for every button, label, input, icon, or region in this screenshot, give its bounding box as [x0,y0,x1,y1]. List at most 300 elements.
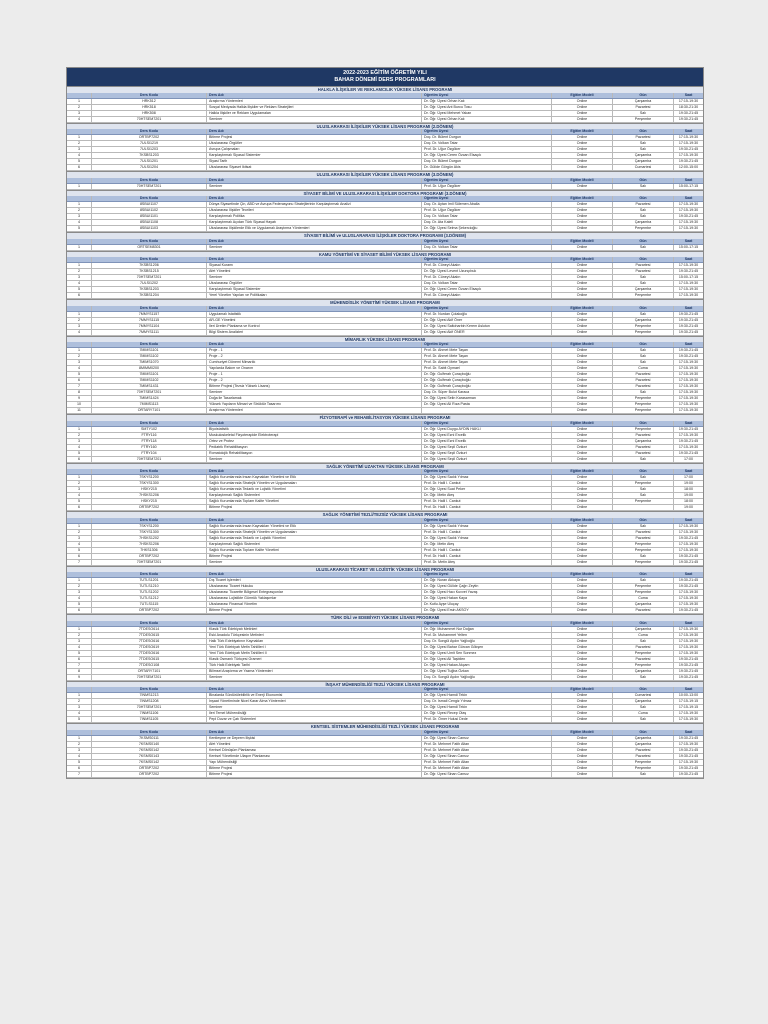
cell-day: Pazartesi [613,432,674,438]
column-header-day: Gün [613,129,674,135]
cell-course-code: 7MIMS1424 [92,396,207,402]
cell-course-name: İnşaat Yönetiminde Nicel Karar Alma Yöntemleri [207,699,422,705]
column-header-day: Gün [613,572,674,578]
cell-course-name: Sağlık Kurumlarında Toplam Kalite Yönetimi [207,499,422,505]
cell-day: Cuma [613,596,674,602]
cell-course-name: Araştırma Yöntemleri [207,98,422,104]
cell-course-code: 7TDESO616 [92,650,207,656]
cell-instructor: Doç. Dr. Volkan Tatar [422,244,552,250]
cell-row-number: 4 [67,329,92,335]
program-section [67,171,703,190]
cell-day: Perşembe [613,481,674,487]
cell-instructor: Dr. Öğr. Üyesi Hakan Akçam [422,662,552,668]
cell-day: Salı [613,493,674,499]
cell-instructor: Dr. Öğr. Üyesi Ceren Özcan Elsaçık [422,153,552,159]
cell-time: 17:15-19:30 [674,711,704,717]
cell-row-number: 8 [67,390,92,396]
cell-course-code: 7MIMS1113 [92,402,207,408]
cell-course-name: Uygulamalı İstatistik [207,311,422,317]
cell-day: Salı [613,771,674,777]
cell-row-number: 1 [67,626,92,632]
cell-course-name: Sağlık Kurumlarında İnsan Kaynakları Yönetimi ve Etik [207,523,422,529]
cell-time: 17:15-19:30 [674,220,704,226]
cell-course-name: Bitirme Projesi [207,608,422,614]
cell-instructor: Dr. Öğr. Üyesi Duygu AYDIN HAKLI [422,426,552,432]
cell-course-name: Bitirme Projesi [207,771,422,777]
cell-day: Salı [613,523,674,529]
cell-day: Perşembe [613,402,674,408]
cell-time: 17:15-19:30 [674,741,704,747]
cell-time: 19:30-21:45 [674,438,704,444]
cell-education-model: Online [552,396,613,402]
cell-education-model: Online [552,110,613,116]
cell-day: Perşembe [613,590,674,596]
cell-time: 17:00 [674,456,704,462]
cell-row-number: 3 [67,438,92,444]
cell-instructor: Prof. Dr. Halil İ. Cankut [422,499,552,505]
cell-course-code: 70HTSEM7201 [92,674,207,680]
cell-day: Perşembe [613,323,674,329]
cell-education-model: Online [552,432,613,438]
column-header-time: Saat [674,572,704,578]
cell-day: Perşembe [613,426,674,432]
cell-time: 12:00-15:00 [674,165,704,171]
cell-instructor: Prof. Dr. Ahmet Mete Taşan [422,348,552,354]
cell-day: Salı [613,390,674,396]
cell-education-model: Online [552,590,613,596]
cell-course-code: FTRY116 [92,432,207,438]
cell-education-model: Online [552,475,613,481]
column-header-time: Saat [674,257,704,263]
cell-education-model: Online [552,626,613,632]
column-header-course-name: Ders Adı [207,178,422,184]
cell-time: 19:30-21:45 [674,747,704,753]
cell-day: Perşembe [613,329,674,335]
cell-education-model: Online [552,275,613,281]
cell-course-code: FTRY160 [92,444,207,450]
cell-day: Pazartesi [613,384,674,390]
cell-row-number: 4 [67,220,92,226]
cell-row-number: 1 [67,263,92,269]
cell-course-name: Biyoistatistik [207,426,422,432]
cell-day: Salı [613,553,674,559]
course-table [67,239,703,251]
column-header-course-code: Ders Kodu [92,730,207,736]
cell-course-code: 70HTSEM7201 [92,559,207,565]
cell-day: Salı [613,674,674,680]
cell-instructor: Doç. Dr. Aytan İmil Sülemen Aballa [422,202,552,208]
cell-course-code: 7MMYS1104 [92,323,207,329]
column-header-instructor: Öğretim Üyesi [422,306,552,312]
cell-instructor: Prof. Dr. Muhammet Yelten [422,632,552,638]
cell-course-name: Proje - 1 [207,348,422,354]
cell-course-code: 8SBUI1102 [92,208,207,214]
cell-row-number: 3 [67,110,92,116]
cell-row-number: 4 [67,366,92,372]
column-header-course-code: Ders Kodu [92,129,207,135]
cell-course-code: 8SBUI1108 [92,220,207,226]
cell-course-name: Bitirme Projesi [207,505,422,511]
cell-row-number: 2 [67,699,92,705]
cell-course-code: ORTBP7202 [92,553,207,559]
cell-time: 17:15-19:30 [674,602,704,608]
cell-instructor: Dr. Öğr. Üyesi Selin Karasarman [422,396,552,402]
cell-time: 17:15-19:30 [674,644,704,650]
cell-course-code: 7SKYS1200 [92,523,207,529]
cell-instructor: Doç. Dr. Süper Bulut Karaca [422,390,552,396]
cell-course-name: Ortez ve Protez [207,438,422,444]
cell-time: 17:15-19:30 [674,759,704,765]
column-header-instructor: Öğretim Üyesi [422,93,552,99]
cell-row-number: 1 [67,135,92,141]
column-header-course-code: Ders Kodu [92,257,207,263]
cell-course-name: Karşılaştırmalı Açıdan Türk Siyasal Hayatı [207,220,422,226]
cell-course-name: Halkla İlişkiler ve Reklam Uygulamaları [207,110,422,116]
cell-time: 17:15-19:30 [674,208,704,214]
cell-education-model: Online [552,487,613,493]
cell-row-number: 5 [67,650,92,656]
cell-row-number: 3 [67,275,92,281]
cell-day: Perşembe [613,408,674,414]
cell-row-number: 1 [67,578,92,584]
program-title: KENTSEL SİSTEMLER MÜHENDİSLİĞİ TEZLİ YÜKSEK LİSANS PROGRAMI [67,723,703,730]
cell-course-name: Avrupa Çalışmaları [207,147,422,153]
cell-course-code: SMTY102 [92,426,207,432]
cell-education-model: Online [552,741,613,747]
cell-course-name: Dünya Siyasetinde Çin, ABD ve Avrupa Federasyonu Stratejilerinin Karşılaştırmalı Analizi [207,202,422,208]
cell-course-name: Binalarda Sürdürülebilirlik ve Enerji Ekonomisi [207,693,422,699]
column-header-time: Saat [674,196,704,202]
cell-day: Pazartesi [613,263,674,269]
cell-instructor: Dr. Öğr. Üyesi Ali Taşbilen [422,656,552,662]
cell-education-model: Online [552,153,613,159]
cell-day: Salı [613,275,674,281]
cell-course-name: Proje - 2 [207,354,422,360]
cell-education-model: Online [552,656,613,662]
cell-education-model: Online [552,632,613,638]
document-title-term: BAHAR DÖNEMİ DERS PROGRAMLARI [334,77,436,83]
cell-course-code: 7UTLS1210 [92,584,207,590]
cell-instructor: Dr. Öğr. Muhammet Nur Doğan [422,626,552,632]
cell-course-code: 7MIMS1431 [92,384,207,390]
column-header-instructor: Öğretim Üyesi [422,572,552,578]
column-header-education-model: Eğitim Modeli [552,239,613,245]
cell-day: Salı [613,638,674,644]
cell-time: 17:15-19:30 [674,626,704,632]
cell-row-number: 5 [67,717,92,723]
cell-row-number: 1 [67,202,92,208]
cell-course-name: Karşılaştırmalı Sağlık Sistemleri [207,541,422,547]
cell-row-number: 4 [67,596,92,602]
cell-education-model: Online [552,541,613,547]
cell-day: Pazartesi [613,535,674,541]
cell-row-number: 1 [67,98,92,104]
cell-education-model: Online [552,360,613,366]
cell-time: 17:15-19:30 [674,638,704,644]
cell-education-model: Online [552,638,613,644]
cell-course-code: 8MIMM0200 [92,366,207,372]
column-header-day: Gün [613,730,674,736]
cell-time: 19:30-21:45 [674,608,704,614]
cell-instructor: Prof. Dr. Mehmet Fatih Altan [422,759,552,765]
table-row [67,505,703,511]
column-header-day: Gün [613,469,674,475]
cell-course-code: 70HTSEM7201 [92,456,207,462]
cell-row-number: 5 [67,499,92,505]
cell-row-number: 6 [67,505,92,511]
cell-row-number: 4 [67,444,92,450]
cell-course-code: ORTSEM8301 [92,244,207,250]
cell-instructor: Doç. Dr. Songül Aydın Yağlıoğlu [422,674,552,680]
cell-course-name: Uluslararası Lojistikte Gümrük Yaklaşımlar [207,596,422,602]
cell-instructor: Dr. Öğr. Üyesi Sinan Cansız [422,771,552,777]
cell-instructor: Dr. Öğr. Üyesi Sinan Cansız [422,735,552,741]
cell-education-model: Online [552,717,613,723]
cell-course-code: 7ULSI1219 [92,141,207,147]
cell-course-name: Afet Yönetimi [207,269,422,275]
cell-course-name: Türk Halk Edebiyatı Tarihi [207,662,422,668]
cell-course-code: 7ULSI1203 [92,147,207,153]
column-header-course-code: Ders Kodu [92,421,207,427]
cell-course-code: 70HTSEM7201 [92,705,207,711]
cell-instructor: Prof. Dr. Halil İ. Cankut [422,547,552,553]
cell-education-model: Online [552,650,613,656]
cell-day: Cumartesi [613,693,674,699]
cell-day: Perşembe [613,396,674,402]
column-header-day: Gün [613,239,674,245]
cell-instructor: Dr. Öğr. Üyesi Selma Şekercioğlu [422,226,552,232]
cell-day: Pazartesi [613,608,674,614]
column-header-course-name: Ders Adı [207,518,422,524]
cell-day: Çarşamba [613,317,674,323]
column-header-instructor: Öğretim Üyesi [422,178,552,184]
cell-day: Salı [613,281,674,287]
cell-instructor: Dr. Öğr. Üyesi Ezni Ercelik [422,438,552,444]
cell-course-code: 7HKS1306 [92,547,207,553]
column-header-day: Gün [613,687,674,693]
cell-course-name: Klasik Türk Edebiyatı Metinleri [207,626,422,632]
column-header-course-name: Ders Adı [207,730,422,736]
cell-row-number: 2 [67,269,92,275]
cell-education-model: Online [552,135,613,141]
cell-course-code: HRK512 [92,98,207,104]
course-table [67,306,703,336]
cell-instructor: Dr. Öğr. Üyesi Tuğba Özkan [422,668,552,674]
course-table [67,342,703,414]
cell-course-code: ORTBP7202 [92,771,207,777]
program-title: SİYASET BİLİMİ ve ULUSLARARASI İLİŞKİLER DOKTORA PROGRAMI (3.DÖNEM) [67,232,703,239]
cell-education-model: Online [552,426,613,432]
cell-time: 15:00-17:15 [674,183,704,189]
cell-row-number: 2 [67,104,92,110]
cell-course-name: Seminer [207,456,422,462]
column-header-instructor: Öğretim Üyesi [422,687,552,693]
cell-course-name: Bilimsel Araştırma ve Yazma Yöntemleri [207,668,422,674]
cell-time: 19:30-21:45 [674,584,704,590]
column-header-day: Gün [613,93,674,99]
cell-course-code: 7MIMS1101 [92,348,207,354]
cell-education-model: Online [552,281,613,287]
cell-time: 19:30-21:45 [674,771,704,777]
cell-row-number: 4 [67,116,92,122]
cell-instructor: Dr. Öğr. Üyesi Seçil Özkurt [422,456,552,462]
course-table [67,196,703,232]
column-header-time: Saat [674,469,704,475]
column-header-course-name: Ders Adı [207,621,422,627]
cell-instructor: Prof. Dr. Uğur Özgöker [422,147,552,153]
cell-education-model: Online [552,165,613,171]
cell-instructor: Doç. Dr. İsmail Cengiz Yılmaz [422,699,552,705]
cell-instructor: Dr. Öğr. Üyesi Saltoharbin Kerem Aslutun [422,323,552,329]
course-table [67,257,703,299]
cell-course-code: 7HSKS1206 [92,493,207,499]
cell-time: 17:15-19:30 [674,202,704,208]
cell-day: Salı [613,183,674,189]
cell-time: 19:30-21:45 [674,348,704,354]
cell-instructor: Prof. Dr. Halil İ. Cankut [422,553,552,559]
cell-day: Cuma [613,711,674,717]
cell-time: 17:15-19:30 [674,384,704,390]
cell-row-number: 4 [67,493,92,499]
column-header-education-model: Eğitim Modeli [552,621,613,627]
column-header-day: Gün [613,518,674,524]
program-section [67,232,703,251]
cell-course-name: Uluslararası Örgütler [207,281,422,287]
cell-education-model: Online [552,244,613,250]
cell-course-name: Cumhuriyet Dönemi Mimarlık [207,360,422,366]
cell-course-name: Seminer [207,183,422,189]
cell-row-number: 11 [67,408,92,414]
cell-time: 17:15-19:30 [674,372,704,378]
column-header-day: Gün [613,421,674,427]
column-header-course-name: Ders Adı [207,306,422,312]
course-table [67,129,703,171]
cell-day: Pazartesi [613,372,674,378]
cell-education-model: Online [552,559,613,565]
column-header-education-model: Eğitim Modeli [552,93,613,99]
cell-day: Salı [613,348,674,354]
column-header-time: Saat [674,239,704,245]
cell-course-code: 7KSMS0140 [92,741,207,747]
cell-education-model: Online [552,317,613,323]
cell-row-number: 4 [67,281,92,287]
cell-education-model: Online [552,711,613,717]
cell-instructor: Dr. Öğr. Üyesi Hacı Kuvvet Yavaş [422,590,552,596]
cell-education-model: Online [552,765,613,771]
cell-course-name: Halk Türk Edebiyatının Kaynakları [207,638,422,644]
column-header-time: Saat [674,687,704,693]
cell-education-model: Online [552,759,613,765]
cell-row-number: 3 [67,705,92,711]
cell-course-code: ORTBP7202 [92,608,207,614]
cell-row-number: 1 [67,693,92,699]
cell-course-name: Karşılaştırmalı Siyasal Sistemler [207,287,422,293]
cell-day: Salı [613,311,674,317]
cell-time: 19:30-21:45 [674,662,704,668]
cell-course-code: 7ULSI1201 [92,159,207,165]
cell-time: 17:15-19:30 [674,378,704,384]
column-header-education-model: Eğitim Modeli [552,421,613,427]
column-header-course-name: Ders Adı [207,257,422,263]
cell-course-name: Proje - 2 [207,378,422,384]
cell-course-code: 7KSBS1203 [92,153,207,159]
cell-day: Perşembe [613,293,674,299]
cell-day: Çarşamba [613,735,674,741]
cell-time: 19:30-21:45 [674,578,704,584]
cell-course-name: Bilgi Sistem Analizleri [207,329,422,335]
cell-time: 17:15-19:30 [674,98,704,104]
column-header-course-code: Ders Kodu [92,342,207,348]
cell-row-number: 5 [67,547,92,553]
cell-row-number: 2 [67,317,92,323]
column-header-course-code: Ders Kodu [92,239,207,245]
cell-time: 19:30-21:45 [674,735,704,741]
cell-day: Çarşamba [613,220,674,226]
cell-row-number: 6 [67,656,92,662]
cell-course-name: Bitirme Projesi [207,765,422,771]
program-title: MÜHENDİSLİK YÖNETİMİ YÜKSEK LİSANS PROGRAMI [67,299,703,306]
table-row [67,608,703,614]
program-section [67,190,703,233]
cell-day: Salı [613,717,674,723]
cell-row-number: 7 [67,384,92,390]
cell-education-model: Online [552,220,613,226]
cell-course-name: Sağlık Kurumlarında İnsan Kaynakları Yönetimi ve Etik [207,475,422,481]
cell-day: Çarşamba [613,668,674,674]
cell-instructor: Dr. Öğr. Üyesi Orhan Kalı [422,116,552,122]
column-header-course-code: Ders Kodu [92,621,207,627]
cell-education-model: Online [552,602,613,608]
cell-course-name: Karşılaştırmalı Sağlık Sistemleri [207,493,422,499]
cell-time: 17:15-19:30 [674,541,704,547]
cell-course-code: ORTBP7202 [92,505,207,511]
cell-instructor: Dr. Öğr. Üyesi Hamdi Tekin [422,693,552,699]
column-header-course-name: Ders Adı [207,93,422,99]
cell-course-code: 7MMYS1111 [92,329,207,335]
column-header-day: Gün [613,196,674,202]
program-title: MİMARLIK YÜKSEK LİSANS PROGRAMI [67,336,703,343]
cell-course-name: Karşılaştırmalı Politika [207,214,422,220]
cell-education-model: Online [552,159,613,165]
cell-instructor: Doç. Dr. Bülent Durgun [422,159,552,165]
cell-education-model: Online [552,493,613,499]
table-row [67,329,703,335]
cell-course-code: HRK508 [92,110,207,116]
cell-course-code: 70HTSEM7201 [92,275,207,281]
cell-day: Salı [613,487,674,493]
cell-course-name: Kentsel Dönüşüm Planlaması [207,747,422,753]
cell-course-code: ORTARY7101 [92,668,207,674]
cell-time: 19:30-21:45 [674,159,704,165]
cell-day: Çarşamba [613,287,674,293]
cell-education-model: Online [552,662,613,668]
cell-row-number: 4 [67,541,92,547]
cell-course-name: Yeni Türk Edebiyatı Metin Tahlilleri I [207,644,422,650]
column-header-day: Gün [613,306,674,312]
cell-time: 17:15-19:30 [674,263,704,269]
cell-education-model: Online [552,456,613,462]
cell-instructor: Dr. Öğr. Üyesi Sadık Yılmaz [422,475,552,481]
cell-day: Çarşamba [613,153,674,159]
cell-row-number: 3 [67,147,92,153]
cell-day: Pazartesi [613,656,674,662]
program-title: ULUSLARARASI TİCARET VE LOJİSTİK YÜKSEK LİSANS PROGRAMI [67,566,703,573]
cell-time: 19:30-21:45 [674,553,704,559]
course-table [67,687,703,723]
program-title: HALKLA İLİŞKİLER VE REKLAMCILIK YÜKSEK LİSANS PROGRAMI [67,86,703,93]
cell-day: Perşembe [613,541,674,547]
column-header-instructor: Öğretim Üyesi [422,257,552,263]
